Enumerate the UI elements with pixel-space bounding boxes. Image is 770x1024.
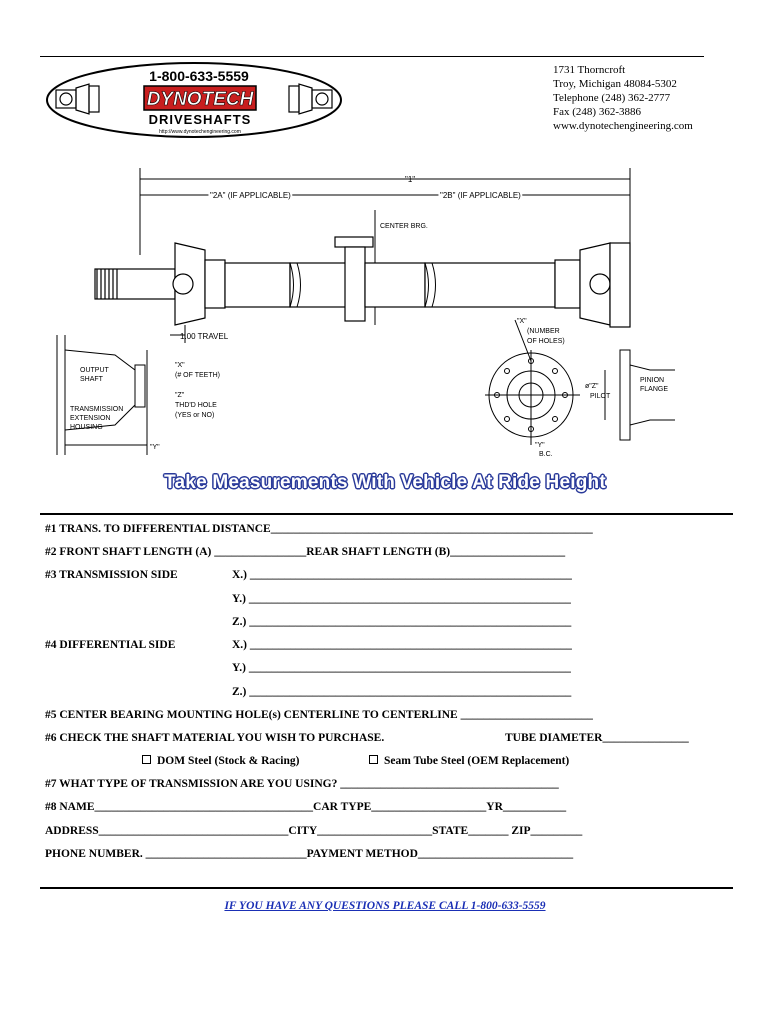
- housing-label-2: EXTENSION: [70, 415, 111, 422]
- differential-side-label: #4 DIFFERENTIAL SIDE: [45, 639, 176, 651]
- driveshaft-diagram: [45, 165, 669, 465]
- z-hole-label-2: THD'D HOLE: [175, 402, 217, 409]
- trans-to-diff-field[interactable]: #1 TRANS. TO DIFFERENTIAL DISTANCE________________________________________________________: [45, 523, 593, 535]
- output-shaft-label-2: SHAFT: [80, 376, 103, 383]
- y-left-label: "Y": [150, 444, 160, 451]
- dom-steel-option[interactable]: [142, 755, 299, 767]
- dom-steel-label: DOM Steel (Stock & Racing): [157, 755, 300, 767]
- form-bottom-rule: [40, 887, 733, 889]
- center-bearing-field[interactable]: #5 CENTER BEARING MOUNTING HOLE(s) CENTERLINE TO CENTERLINE _______________________: [45, 709, 593, 721]
- top-rule: [40, 56, 704, 57]
- address-street: 1731 Thorncroft: [553, 64, 626, 76]
- differential-side-x-field[interactable]: X.) ________________________________________________________: [232, 639, 572, 651]
- address-city: Troy, Michigan 48084-5302: [553, 78, 677, 90]
- dom-steel-checkbox[interactable]: [142, 755, 151, 764]
- logo-brand: DYNOTECH: [146, 89, 254, 110]
- dynotech-logo: [44, 60, 344, 140]
- footer-call-note: IF YOU HAVE ANY QUESTIONS PLEASE CALL 1-800-633-5559: [224, 900, 546, 912]
- x-teeth-label-2: (# OF TEETH): [175, 372, 220, 379]
- transmission-side-label: #3 TRANSMISSION SIDE: [45, 569, 178, 581]
- tube-diameter-field[interactable]: TUBE DIAMETER_______________: [505, 732, 689, 744]
- logo-subtitle: DRIVESHAFTS: [148, 112, 252, 127]
- transmission-type-field[interactable]: #7 WHAT TYPE OF TRANSMISSION ARE YOU USING? ______________________________________: [45, 778, 559, 790]
- differential-side-z-field[interactable]: Z.) ________________________________________________________: [232, 686, 572, 698]
- x-holes-label-3: OF HOLES): [527, 338, 565, 345]
- seam-tube-checkbox[interactable]: [369, 755, 378, 764]
- address-web: www.dynotechengineering.com: [553, 120, 693, 132]
- transmission-side-z-field[interactable]: Z.) ________________________________________________________: [232, 616, 572, 628]
- z-pilot-label-2: PILOT: [590, 393, 611, 400]
- dim-2a-label: "2A" (IF APPLICABLE): [210, 191, 291, 200]
- logo-url: http://www.dynotechengineering.com: [159, 129, 241, 135]
- seam-tube-option[interactable]: [369, 755, 569, 767]
- dim-2b-label: "2B" (IF APPLICABLE): [440, 191, 521, 200]
- x-holes-label-2: (NUMBER: [527, 328, 560, 335]
- address-telephone: Telephone (248) 362-2777: [553, 92, 671, 104]
- pinion-flange-label-1: PINION: [640, 377, 665, 384]
- logo-phone: 1-800-633-5559: [149, 68, 249, 84]
- housing-label-3: HOUSING: [70, 424, 103, 431]
- name-car-field[interactable]: #8 NAME______________________________________CAR TYPE____________________YR___________: [45, 801, 567, 813]
- center-brg-label: CENTER BRG.: [380, 223, 428, 230]
- output-shaft-label-1: OUTPUT: [80, 367, 109, 374]
- x-holes-label-1: "X": [517, 318, 527, 325]
- dim-1-label: "1": [405, 175, 416, 184]
- phone-payment-field[interactable]: PHONE NUMBER. ____________________________PAYMENT METHOD___________________________: [45, 848, 574, 860]
- x-teeth-label-1: "X": [175, 362, 185, 369]
- seam-tube-label: Seam Tube Steel (OEM Replacement): [384, 755, 570, 767]
- differential-side-y-field[interactable]: Y.) ________________________________________________________: [232, 662, 571, 674]
- y-bc-label-2: B.C.: [539, 451, 553, 458]
- y-bc-label-1: "Y": [535, 442, 545, 449]
- housing-label-1: TRANSMISSION: [70, 406, 124, 413]
- travel-label: 1.00 TRAVEL: [180, 332, 229, 341]
- transmission-side-y-field[interactable]: Y.) ________________________________________________________: [232, 593, 571, 605]
- ride-height-heading: Take Measurements With Vehicle At Ride Height: [164, 472, 606, 493]
- shaft-material-label: #6 CHECK THE SHAFT MATERIAL YOU WISH TO PURCHASE.: [45, 732, 385, 744]
- z-pilot-label-1: ø"Z": [585, 383, 599, 390]
- address-fax: Fax (248) 362-3886: [553, 106, 641, 118]
- company-address: [553, 63, 693, 133]
- z-hole-label-3: (YES or NO): [175, 412, 215, 419]
- shaft-length-field[interactable]: #2 FRONT SHAFT LENGTH (A) ________________REAR SHAFT LENGTH (B)____________________: [45, 546, 566, 558]
- z-hole-label-1: "Z": [175, 392, 185, 399]
- pinion-flange-label-2: FLANGE: [640, 386, 669, 393]
- transmission-side-x-field[interactable]: X.) ________________________________________________________: [232, 569, 572, 581]
- address-city-field[interactable]: ADDRESS_________________________________CITY____________________STATE_______ ZIP_________: [45, 825, 583, 837]
- form-top-rule: [40, 513, 733, 515]
